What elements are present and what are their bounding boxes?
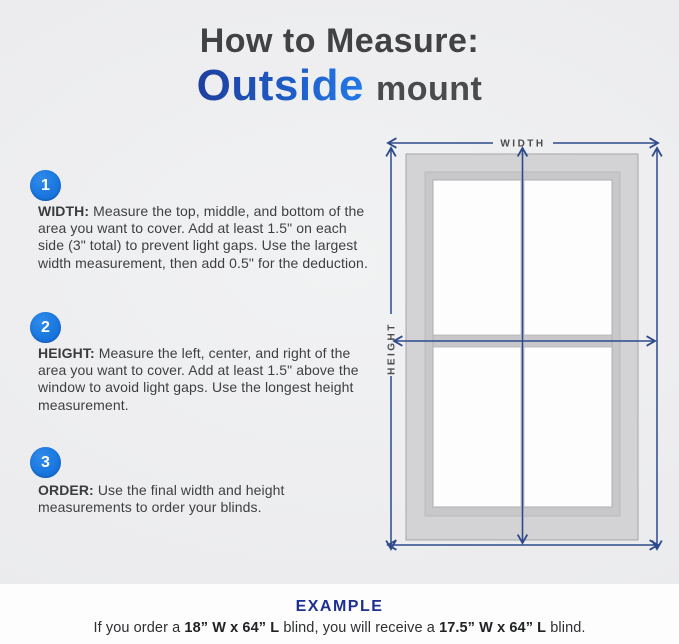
example-section bbox=[0, 584, 679, 644]
title-line1: How to Measure: bbox=[199, 22, 480, 60]
step-2-text bbox=[38, 345, 372, 414]
height-label: HEIGHT bbox=[386, 322, 398, 375]
example-heading: EXAMPLE bbox=[295, 598, 384, 615]
title-highlight-outside: Outside bbox=[196, 61, 364, 110]
window-diagram-svg bbox=[378, 128, 670, 560]
step-2-head: HEIGHT: bbox=[38, 345, 95, 361]
example-prefix: If you order a bbox=[93, 620, 185, 636]
title-line2 bbox=[0, 61, 679, 110]
width-label: WIDTH bbox=[500, 138, 546, 150]
example-middle: blind, you will receive a bbox=[279, 620, 440, 636]
step-2-badge bbox=[30, 312, 61, 343]
step-2-number: 2 bbox=[41, 318, 50, 336]
step-1-number: 1 bbox=[41, 176, 50, 194]
step-3-body: Use the final width and height measurements to order your blinds. bbox=[38, 482, 285, 516]
step-3-number: 3 bbox=[41, 453, 50, 471]
window-measurement-diagram bbox=[378, 128, 670, 565]
example-sentence bbox=[0, 620, 679, 636]
step-1-text bbox=[38, 203, 372, 272]
page-title bbox=[0, 24, 679, 108]
step-3-text bbox=[38, 482, 372, 516]
step-3-head: ORDER: bbox=[38, 482, 94, 498]
example-received-size: 17.5” W x 64” L bbox=[439, 620, 547, 636]
step-1-head: WIDTH: bbox=[38, 203, 90, 219]
step-3-badge bbox=[30, 447, 61, 478]
example-ordered-size: 18” W x 64” L bbox=[184, 620, 280, 636]
example-suffix: blind. bbox=[546, 620, 586, 636]
step-1-badge bbox=[30, 170, 61, 201]
step-1-body: Measure the top, middle, and bottom of the area you want to cover. Add at least 1.5" on each side (3" total) to prevent light gaps. Use the largest width measurement, then add 0.5" for the deduction. bbox=[38, 203, 368, 271]
title-mount-text: mount bbox=[375, 70, 483, 108]
step-2-body: Measure the left, center, and right of the area you want to cover. Add at least 1.5" above the window to avoid light gaps. Use the longest height measurement. bbox=[38, 345, 359, 413]
